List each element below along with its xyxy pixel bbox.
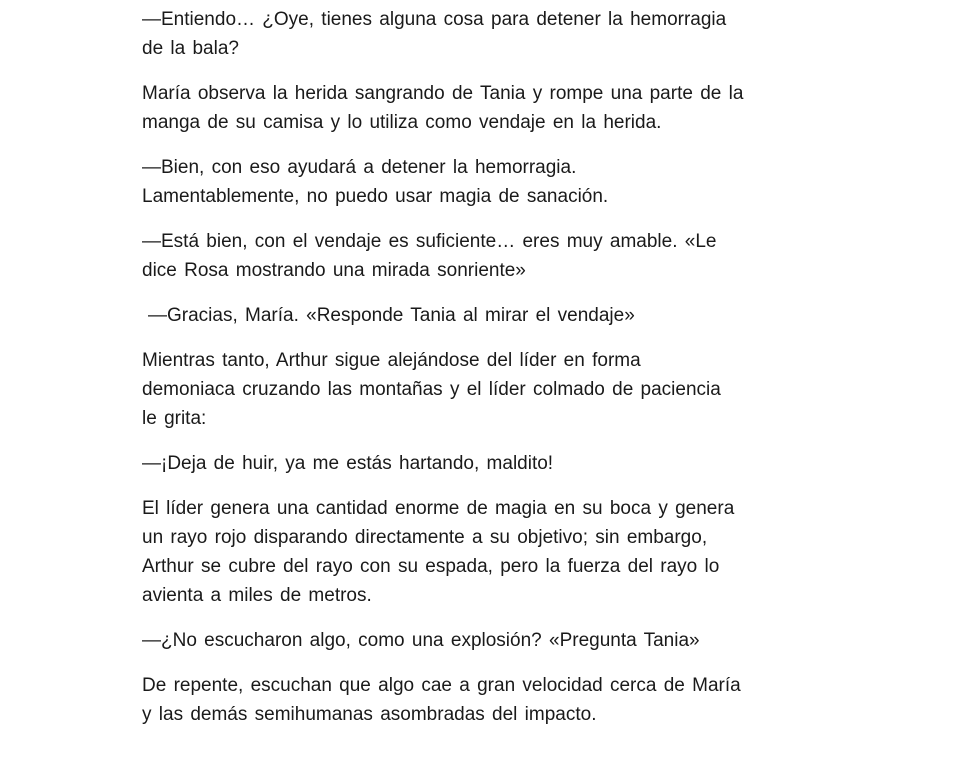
paragraph-7 <box>142 449 842 478</box>
text-line: y las demás semihumanas asombradas del impacto. <box>142 704 597 725</box>
text-line: —Bien, con eso ayudará a detener la hemorragia. <box>142 157 577 178</box>
text-line: —¡Deja de huir, ya me estás hartando, maldito! <box>142 453 554 474</box>
text-line: avienta a miles de metros. <box>142 585 372 606</box>
paragraph-5 <box>142 301 842 330</box>
text-line: —Gracias, María. «Responde Tania al mirar el vendaje» <box>148 305 635 326</box>
text-line: le grita: <box>142 408 207 429</box>
text-line: María observa la herida sangrando de Tania y rompe una parte de la <box>142 83 744 104</box>
paragraph-4 <box>142 227 842 285</box>
text-line: de la bala? <box>142 38 239 59</box>
text-line: —¿No escucharon algo, como una explosión? «Pregunta Tania» <box>142 630 700 651</box>
paragraph-8 <box>142 494 842 610</box>
text-line: De repente, escuchan que algo cae a gran velocidad cerca de María <box>142 675 741 696</box>
document-page <box>142 5 842 745</box>
text-line: Lamentablemente, no puedo usar magia de sanación. <box>142 186 609 207</box>
text-line: Arthur se cubre del rayo con su espada, pero la fuerza del rayo lo <box>142 556 720 577</box>
paragraph-3 <box>142 153 842 211</box>
text-line: —Está bien, con el vendaje es suficiente… eres muy amable. «Le <box>142 231 717 252</box>
paragraph-6 <box>142 346 842 433</box>
paragraph-2 <box>142 79 842 137</box>
paragraph-9 <box>142 626 842 655</box>
paragraph-1 <box>142 5 842 63</box>
text-line: manga de su camisa y lo utiliza como vendaje en la herida. <box>142 112 662 133</box>
text-line: un rayo rojo disparando directamente a su objetivo; sin embargo, <box>142 527 708 548</box>
text-line: dice Rosa mostrando una mirada sonriente» <box>142 260 526 281</box>
text-line: demoniaca cruzando las montañas y el líder colmado de paciencia <box>142 379 721 400</box>
text-line: El líder genera una cantidad enorme de magia en su boca y genera <box>142 498 735 519</box>
text-line: —Entiendo… ¿Oye, tienes alguna cosa para detener la hemorragia <box>142 9 727 30</box>
text-line: Mientras tanto, Arthur sigue alejándose del líder en forma <box>142 350 641 371</box>
paragraph-10 <box>142 671 842 729</box>
